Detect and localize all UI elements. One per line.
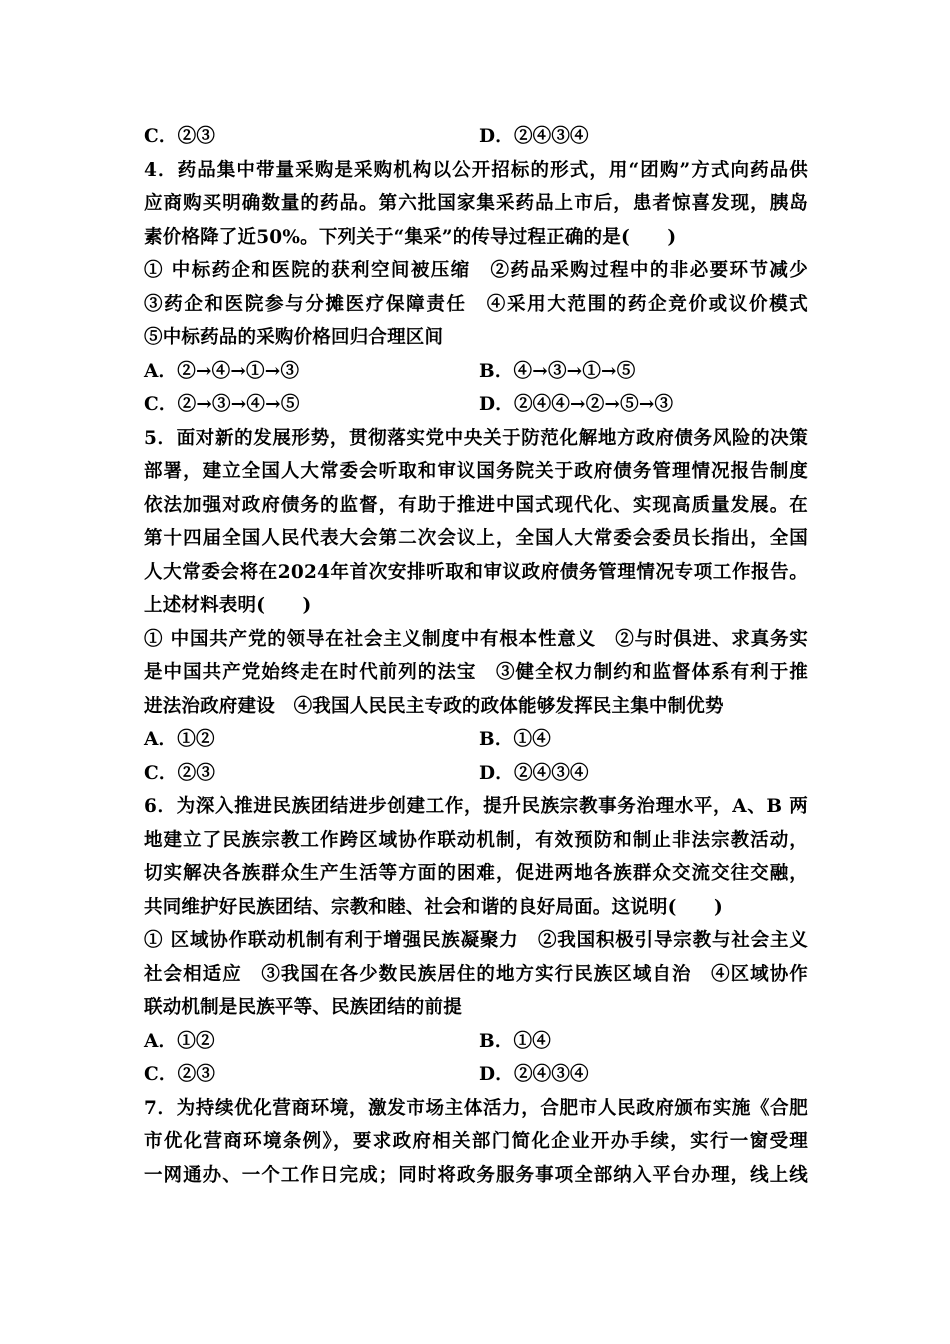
q3-option-d: D．②④③④ bbox=[479, 126, 589, 147]
q3-option-c: C．②③ bbox=[144, 126, 216, 147]
q4-statement-line: ① 中标药企和医院的获利空间被压缩 ②药品采购过程中的非必要环节减少 bbox=[144, 260, 808, 281]
question-4 bbox=[144, 154, 808, 422]
q4-statement-line: ③药企和医院参与分摊医疗保障责任 ④采用大范围的药企竞价或议价模式 bbox=[144, 293, 808, 315]
q5-statement-line: 进法治政府建设 ④我国人民民主专政的政体能够发挥民主集中制优势 bbox=[144, 695, 724, 717]
q4-stem-line: 4．药品集中带量采购是采购机构以公开招标的形式，用“团购”方式向药品供 bbox=[144, 159, 808, 181]
q5-option-d: D．②④③④ bbox=[479, 762, 589, 784]
q4-option-b: B．④→③→①→⑤ bbox=[479, 360, 636, 382]
q6-options-row-cd bbox=[144, 1058, 808, 1092]
q5-stem-line: 人大常委会将在2024年首次安排听取和审议政府债务管理情况专项工作报告。 bbox=[144, 561, 808, 583]
q5-stem-line: 部署，建立全国人大常委会听取和审议国务院关于政府债务管理情况报告制度 bbox=[144, 461, 808, 482]
q7-stem-line: 市优化营商环境条例》，要求政府相关部门简化企业开办手续，实行一窗受理 bbox=[144, 1131, 808, 1152]
q3-options-row-cd bbox=[144, 120, 808, 154]
q6-option-d: D．②④③④ bbox=[479, 1064, 589, 1085]
q5-stem-line: 5．面对新的发展形势，贯彻落实党中央关于防范化解地方政府债务风险的决策 bbox=[144, 427, 808, 449]
q6-stem-line: 地建立了民族宗教工作跨区域协作联动机制，有效预防和制止非法宗教活动， bbox=[144, 829, 808, 851]
q6-statement-line: ① 区域协作联动机制有利于增强民族凝聚力 ②我国积极引导宗教与社会主义 bbox=[144, 930, 808, 951]
q4-options-row-ab bbox=[144, 355, 808, 389]
q4-options-row-cd bbox=[144, 388, 808, 422]
q5-stem-line: 依法加强对政府债务的监督，有助于推进中国式现代化、实现高质量发展。在 bbox=[144, 494, 808, 516]
q7-stem-line: 7．为持续优化营商环境，激发市场主体活力，合肥市人民政府颁布实施《合肥 bbox=[144, 1097, 808, 1119]
document-page bbox=[144, 120, 808, 1192]
q4-option-c: C．②→③→④→⑤ bbox=[144, 394, 300, 415]
q4-stem-line: 素价格降了近50%。下列关于“集采”的传导过程正确的是( ) bbox=[144, 226, 677, 248]
q6-option-c: C．②③ bbox=[144, 1064, 216, 1085]
q5-option-c: C．②③ bbox=[144, 762, 216, 784]
q6-options-row-ab bbox=[144, 1025, 808, 1059]
q4-statement-line: ⑤中标药品的采购价格回归合理区间 bbox=[144, 327, 444, 348]
q6-statement-line: 联动机制是民族平等、民族团结的前提 bbox=[144, 997, 462, 1018]
q6-statement-line: 社会相适应 ③我国在各少数民族居住的地方实行民族区域自治 ④区域协作 bbox=[144, 963, 808, 985]
q6-option-b: B．①④ bbox=[479, 1030, 551, 1052]
question-7 bbox=[144, 1092, 808, 1193]
q6-stem-line: 6．为深入推进民族团结进步创建工作，提升民族宗教事务治理水平，A、B 两 bbox=[144, 796, 808, 817]
q5-option-b: B．①④ bbox=[479, 729, 551, 750]
q5-option-a: A．①② bbox=[144, 729, 215, 750]
q5-statement-line: ① 中国共产党的领导在社会主义制度中有根本性意义 ②与时俱进、求真务实 bbox=[144, 628, 808, 650]
question-6 bbox=[144, 790, 808, 1092]
q4-stem-line: 应商购买明确数量的药品。第六批国家集采药品上市后，患者惊喜发现，胰岛 bbox=[144, 193, 808, 214]
question-5 bbox=[144, 422, 808, 791]
q5-options-row-cd bbox=[144, 757, 808, 791]
q4-option-d: D．②④④→②→⑤→③ bbox=[479, 394, 674, 415]
q7-stem-line: 一网通办、一个工作日完成；同时将政务服务事项全部纳入平台办理，线上线 bbox=[144, 1164, 808, 1186]
q6-option-a: A．①② bbox=[144, 1030, 215, 1052]
q4-option-a: A．②→④→①→③ bbox=[144, 360, 300, 382]
q5-stem-line: 上述材料表明( ) bbox=[144, 595, 312, 616]
q5-stem-line: 第十四届全国人民代表大会第二次会议上，全国人大常委会委员长指出，全国 bbox=[144, 528, 808, 549]
q5-options-row-ab bbox=[144, 723, 808, 757]
q5-statement-line: 是中国共产党始终走在时代前列的法宝 ③健全权力制约和监督体系有利于推 bbox=[144, 662, 808, 683]
q6-stem-line: 切实解决各族群众生产生活等方面的困难，促进两地各族群众交流交往交融， bbox=[144, 863, 808, 884]
q6-stem-line: 共同维护好民族团结、宗教和睦、社会和谐的良好局面。这说明( ) bbox=[144, 896, 723, 918]
